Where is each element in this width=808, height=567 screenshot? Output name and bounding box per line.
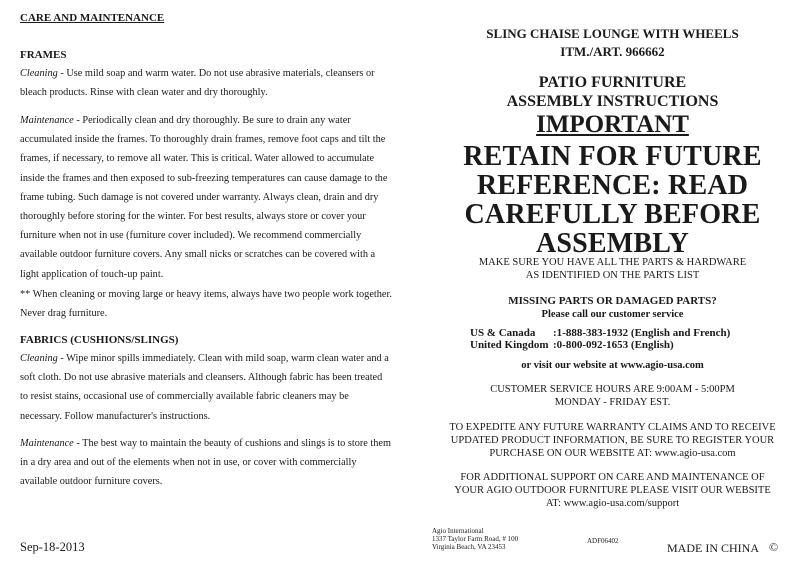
support-line-2: YOUR AGIO OUTDOOR FURNITURE PLEASE VISIT OUR WEBSITE	[454, 485, 771, 496]
service-hours-line-1: CUSTOMER SERVICE HOURS ARE 9:00AM - 5:00PM	[490, 384, 735, 395]
fabrics-cleaning-text: - Wipe minor spills immediately. Clean with mild soap, warm clean water and a soft cloth. Do not use abrasive materials and cleansers. Although fabric has been treated to resist stains, occasional use of commercially available fabric cleaners may be necessary. Follow manufacturer's instructions.	[20, 353, 389, 422]
made-in-china: MADE IN CHINA	[667, 541, 759, 555]
doc-title-line-1: PATIO FURNITURE	[538, 74, 687, 91]
frames-heading: FRAMES	[20, 49, 67, 61]
company-address-line-1: 1337 Taylor Farm Road, # 100	[432, 535, 519, 543]
fabrics-cleaning-label: Cleaning	[20, 353, 58, 364]
item-number: ITM./ART. 966662	[560, 44, 665, 59]
warranty-line-1: TO EXPEDITE ANY FUTURE WARRANTY CLAIMS AND TO RECEIVE	[449, 422, 776, 433]
fabrics-maintenance-paragraph	[20, 434, 392, 492]
print-date: Sep-18-2013	[20, 540, 85, 554]
fabrics-maintenance-text: - The best way to maintain the beauty of cushions and slings is to store them in a dry area and out of the elements when not in use, or cover with commercially available outdoor furniture covers.	[20, 438, 392, 488]
fabrics-heading: FABRICS (CUSHIONS/SLINGS)	[20, 334, 179, 346]
retain-line-2: REFERENCE: READ	[476, 170, 749, 201]
retain-line-3: CAREFULLY BEFORE	[464, 199, 761, 230]
us-canada-label: US & Canada	[470, 327, 536, 339]
copyright-symbol: ©	[769, 540, 779, 554]
frames-cleaning-paragraph	[20, 64, 392, 102]
frames-cleaning-text: - Use mild soap and warm water. Do not use abrasive materials, cleansers or bleach products. Rinse with clean water and dry thoroughly.	[20, 68, 375, 99]
service-hours-line-2: MONDAY - FRIDAY EST.	[554, 397, 671, 408]
handling-note: ** When cleaning or moving large or heavy items, always have two people work together. Never drag furniture.	[20, 289, 392, 320]
missing-parts-heading: MISSING PARTS OR DAMAGED PARTS?	[508, 295, 717, 307]
us-canada-phone: :1-888-383-1932 (English and French)	[553, 327, 731, 339]
fabrics-cleaning-paragraph	[20, 349, 392, 426]
product-name: SLING CHAISE LOUNGE WITH WHEELS	[486, 26, 739, 41]
company-name: Agio International	[432, 527, 484, 535]
frames-cleaning-label: Cleaning	[20, 68, 58, 79]
call-service-text: Please call our customer service	[541, 309, 684, 320]
retain-line-1: RETAIN FOR FUTURE	[463, 141, 762, 172]
uk-label: United Kingdom	[470, 339, 549, 351]
retain-line-4: ASSEMBLY	[535, 228, 690, 259]
warranty-line-2: UPDATED PRODUCT INFORMATION, BE SURE TO REGISTER YOUR	[450, 435, 775, 446]
support-line-3: AT: www.agio-usa.com/support	[545, 498, 680, 509]
doc-title-line-2: ASSEMBLY INSTRUCTIONS	[506, 93, 719, 110]
frames-maintenance-text: - Periodically clean and dry thoroughly. Be sure to drain any water accumulated inside the frames. To thoroughly drain frames, remove foot caps and tilt the frames, if necessary, to remove all water. This is critical. Water allowed to accumulate inside the frames and then exposed to sub-freezing temperatures can cause damage to the frame tubing. Such damage is not covered under warranty. Always clean, drain and dry thoroughly before storing for the winter. For best results, always store or cover your furniture when not in use (furniture cover included). We recommend commercially available outdoor furniture covers. Any small nicks or scratches can be covered with a light application of touch-up paint.	[20, 115, 388, 280]
uk-phone: :0-800-092-1653 (English)	[553, 339, 674, 351]
important-heading	[425, 110, 800, 140]
frames-maintenance-paragraph	[20, 111, 392, 284]
website-visit-text: or visit our website at www.agio-usa.com	[521, 360, 704, 371]
parts-check-line-2: AS IDENTIFIED ON THE PARTS LIST	[525, 270, 700, 281]
document-code: ADF06402	[587, 537, 619, 545]
important-label: IMPORTANT	[536, 111, 689, 138]
care-maintenance-title: CARE AND MAINTENANCE	[20, 12, 165, 24]
frames-maintenance-label: Maintenance	[20, 115, 74, 126]
company-address-line-2: Virginia Beach, VA 23453	[432, 543, 506, 551]
warranty-line-3: PURCHASE ON OUR WEBSITE AT: www.agio-usa.com	[489, 448, 736, 459]
fabrics-maintenance-label: Maintenance	[20, 438, 74, 449]
parts-check-line-1: MAKE SURE YOU HAVE ALL THE PARTS & HARDWARE	[478, 257, 747, 268]
support-line-1: FOR ADDITIONAL SUPPORT ON CARE AND MAINTENANCE OF	[460, 472, 765, 483]
